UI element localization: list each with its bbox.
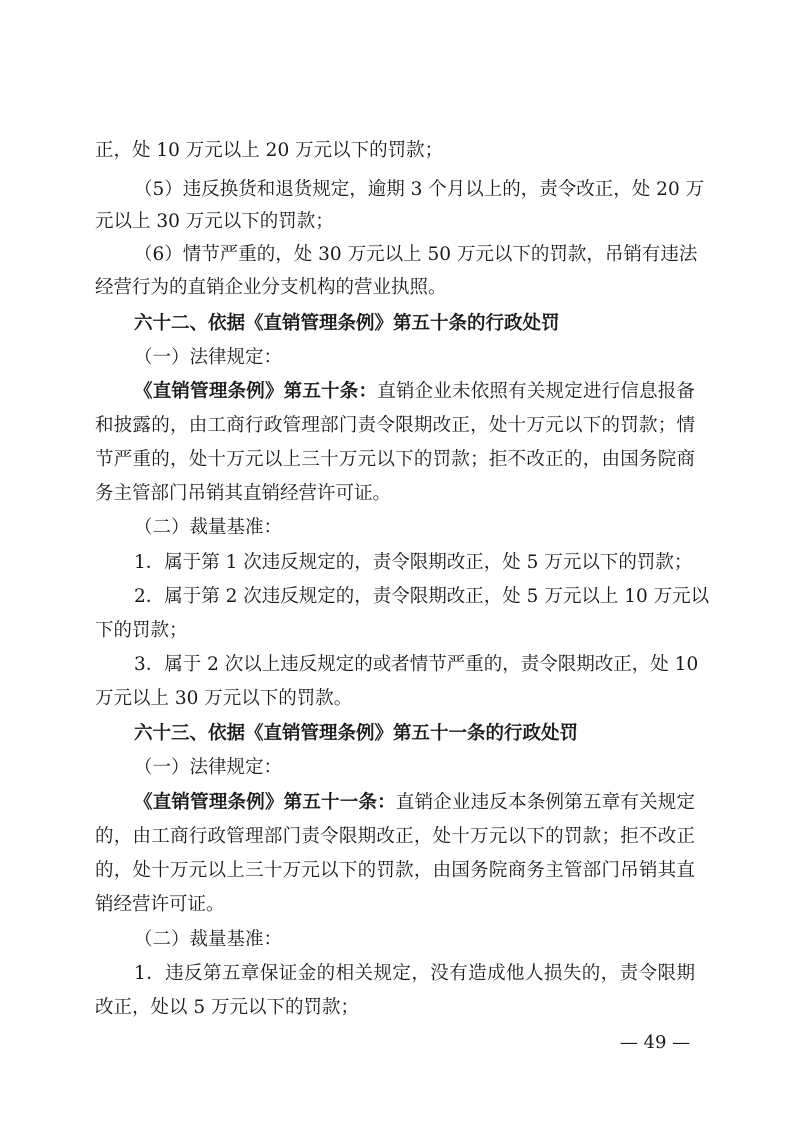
article-citation: 《直销管理条例》第五十条： [134, 381, 378, 402]
paragraph-line: 万元以上 30 万元以下的罚款。 [95, 688, 353, 709]
paragraph-line: 元以上 30 万元以下的罚款； [95, 211, 334, 232]
paragraph-line: 《直销管理条例》第五十条：直销企业未依照有关规定进行信息报备 [134, 381, 695, 402]
paragraph-line: 改正，处以 5 万元以下的罚款； [95, 997, 360, 1018]
list-item: 2．属于第 2 次违反规定的，责令限期改正，处 5 万元以上 10 万元以 [134, 586, 710, 607]
paragraph-line: （5）违反换货和退货规定，逾期 3 个月以上的，责令改正，处 20 万 [134, 179, 705, 200]
subsection-heading: （二）裁量基准： [134, 517, 283, 538]
paragraph-line: 的，由工商行政管理部门责令限期改正，处十万元以下的罚款；拒不改正 [95, 826, 695, 847]
paragraph-line: 下的罚款； [95, 620, 188, 641]
paragraph-line: 经营行为的直销企业分支机构的营业执照。 [95, 277, 447, 298]
list-item: 1．属于第 1 次违反规定的，责令限期改正，处 5 万元以下的罚款； [134, 552, 693, 573]
page-number: — 49 — [619, 1032, 691, 1053]
paragraph-line: 《直销管理条例》第五十一条：直销企业违反本条例第五章有关规定 [134, 792, 695, 813]
paragraph-line: 务主管部门吊销其直销经营许可证。 [95, 483, 392, 504]
subsection-heading: （二）裁量基准： [134, 929, 283, 950]
article-citation: 《直销管理条例》第五十一条： [134, 792, 396, 813]
paragraph-line: 节严重的，处十万元以上三十万元以下的罚款；拒不改正的，由国务院商 [95, 449, 695, 470]
subsection-heading: （一）法律规定： [134, 347, 283, 368]
paragraph-line: （6）情节严重的，处 30 万元以上 50 万元以下的罚款，吊销有违法 [134, 244, 698, 265]
section-heading: 六十三、依据《直销管理条例》第五十一条的行政处罚 [134, 723, 579, 744]
subsection-heading: （一）法律规定： [134, 757, 283, 778]
paragraph-line: 正，处 10 万元以上 20 万元以下的罚款； [95, 140, 444, 161]
section-heading: 六十二、依据《直销管理条例》第五十条的行政处罚 [134, 313, 560, 334]
paragraph-line: 和披露的，由工商行政管理部门责令限期改正，处十万元以下的罚款；情 [95, 415, 695, 436]
paragraph-line: 的，处十万元以上三十万元以下的罚款，由国务院商务主管部门吊销其直 [95, 860, 695, 881]
list-item: 1．违反第五章保证金的相关规定，没有造成他人损失的，责令限期 [134, 963, 695, 984]
list-item: 3．属于 2 次以上违反规定的或者情节严重的，责令限期改正，处 10 [134, 654, 699, 675]
paragraph-line: 销经营许可证。 [95, 894, 225, 915]
